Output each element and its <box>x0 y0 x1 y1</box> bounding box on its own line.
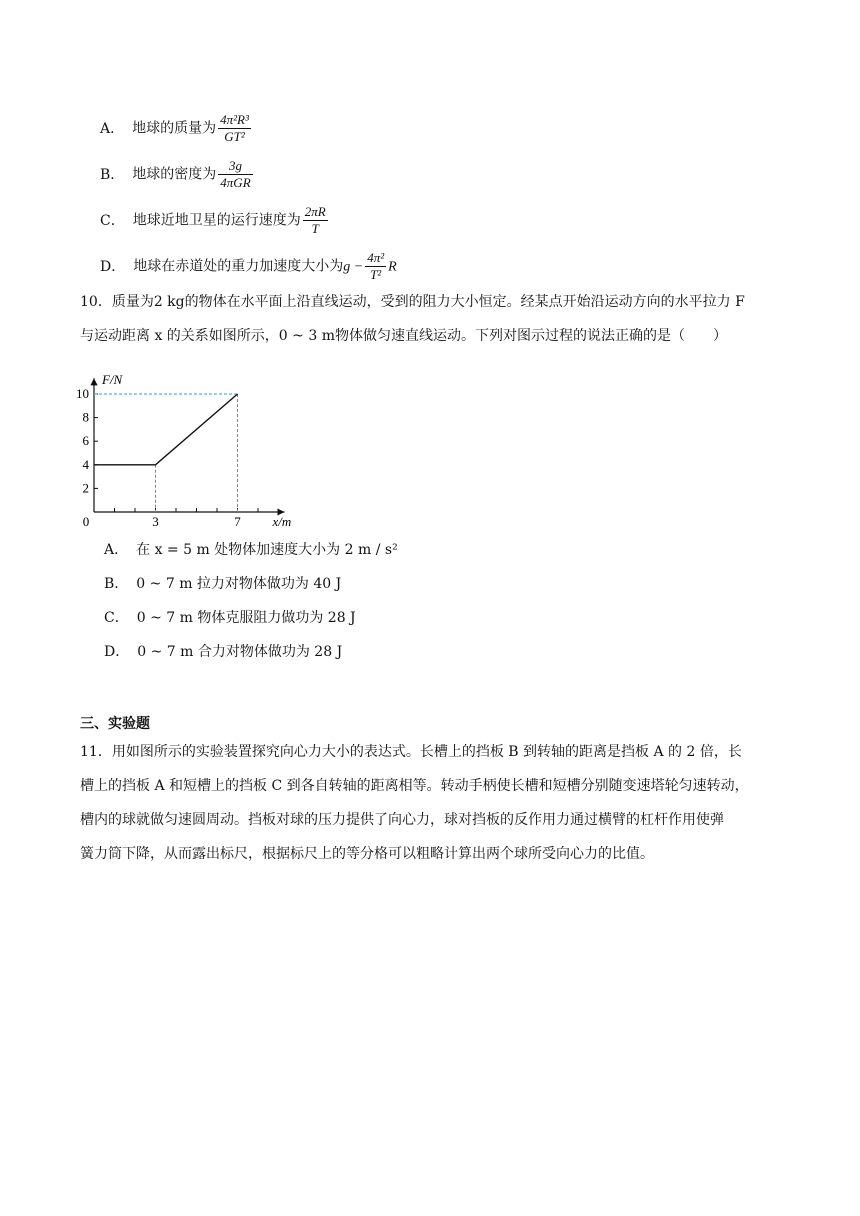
option-label: D． <box>104 644 130 660</box>
option-text: 地球的质量为 <box>132 120 217 137</box>
x-tick-label: 3 <box>152 514 159 529</box>
fraction-denominator: T² <box>370 267 382 282</box>
q9-option-c <box>100 204 330 237</box>
q10-option-b <box>104 574 341 594</box>
fraction-numerator: 4π²R³ <box>220 112 249 127</box>
y-tick-label: 4 <box>82 456 89 472</box>
q10-option-c <box>104 608 356 628</box>
q9-option-d <box>100 250 397 283</box>
option-text: 0 ~ 7 m 物体克服阻力做功为 28 J <box>136 610 356 626</box>
q9-option-a <box>100 112 253 145</box>
option-text: 地球在赤道处的重力加速度大小为 <box>133 258 344 275</box>
force-curve <box>94 394 238 465</box>
q11-line4: 簧力筒下降，从而露出标尺，根据标尺上的等分格可以粗略计算出两个球所受向心力的比值。 <box>80 846 654 862</box>
fraction <box>218 112 251 145</box>
fraction <box>303 204 328 237</box>
fraction <box>218 158 252 191</box>
q10-option-a <box>104 540 398 560</box>
x-axis-label: x/m <box>272 514 292 529</box>
fraction-denominator: 4πGR <box>220 175 251 190</box>
y-tick-label: 2 <box>82 480 89 496</box>
fraction-numerator: 3g <box>218 158 252 175</box>
x-tick-label: 0 <box>82 514 90 529</box>
option-label: A． <box>104 542 129 558</box>
option-text: 在 x = 5 m 处物体加速度大小为 2 m / s² <box>136 542 398 558</box>
force-distance-chart <box>70 352 292 532</box>
q11-line2: 槽上的挡板 A 和短槽上的挡板 C 到各自转轴的距离相等。转动手柄使长槽和短槽分别随变速塔轮匀速转动， <box>80 778 749 794</box>
fraction <box>365 250 386 283</box>
fraction-numerator: 2πR <box>304 204 326 219</box>
section-heading: 三、实验题 <box>80 716 150 732</box>
y-tick-label: 10 <box>76 386 89 401</box>
q10-stem-line2: 与运动距离 x 的关系如图所示，0 ~ 3 m物体做匀速直线运动。下列对图示过程的说法正确的是（ ） <box>80 328 727 344</box>
q9-option-b <box>100 158 255 191</box>
q11-line3: 槽内的球就做匀速圆周动。挡板对球的压力提供了向心力，球对挡板的反作用力通过横臂的杠杆作用使弹 <box>80 812 724 828</box>
option-text: 0 ~ 7 m 拉力对物体做功为 40 J <box>136 576 342 592</box>
q10-option-d <box>104 642 342 662</box>
x-tick-label: 7 <box>234 514 241 529</box>
expression-prefix: g − <box>343 259 364 275</box>
expression-suffix: R <box>388 259 397 275</box>
fraction-numerator: 4π² <box>367 250 385 265</box>
y-tick-label: 8 <box>82 409 89 425</box>
option-label: C． <box>104 610 129 626</box>
option-label: B． <box>100 166 125 183</box>
fraction-denominator: GT² <box>224 129 245 144</box>
option-text: 地球的密度为 <box>132 166 217 183</box>
fraction-denominator: T <box>311 221 319 236</box>
option-label: A． <box>100 120 125 137</box>
y-tick-label: 6 <box>82 433 89 449</box>
option-label: D． <box>100 258 126 275</box>
q10-stem-line1: 10．质量为2 kg的物体在水平面上沿直线运动，受到的阻力大小恒定。经某点开始沿运动方向的水平拉力 F <box>80 294 745 310</box>
option-text: 0 ~ 7 m 合力对物体做功为 28 J <box>137 644 343 660</box>
option-label: C． <box>100 212 125 229</box>
q11-line1: 11．用如图所示的实验装置探究向心力大小的表达式。长槽上的挡板 B 到转轴的距离是挡板 A 的 2 倍，长 <box>80 744 742 760</box>
y-axis-label: F/N <box>102 372 123 388</box>
option-label: B． <box>104 576 129 592</box>
option-text: 地球近地卫星的运行速度为 <box>132 212 301 229</box>
